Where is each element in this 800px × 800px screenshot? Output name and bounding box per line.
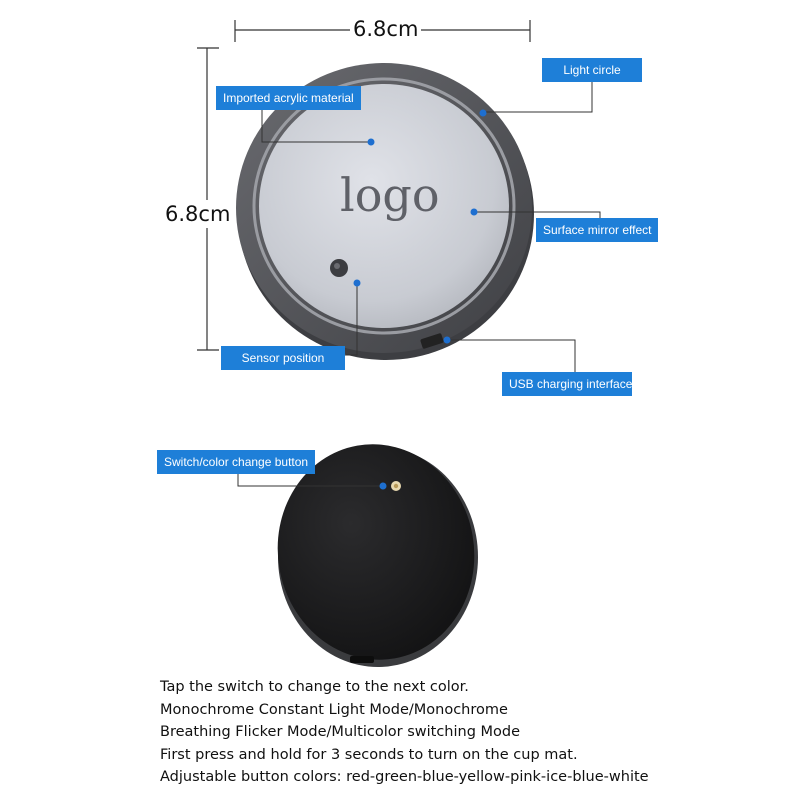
height-label: 6.8cm [165, 202, 231, 226]
callout-surface-mirror: Surface mirror effect [536, 218, 658, 242]
callout-switch-button: Switch/color change button [157, 450, 315, 474]
description-line: Tap the switch to change to the next color. [160, 679, 469, 695]
description-line: Monochrome Constant Light Mode/Monochrome [160, 701, 508, 718]
callout-usb-charging: USB charging interface [502, 372, 632, 396]
callout-light-circle: Light circle [542, 58, 642, 82]
callout-sensor-position: Sensor position [221, 346, 345, 370]
description-line: First press and hold for 3 seconds to turn on the cup mat. [160, 746, 578, 763]
description-line: Adjustable button colors: red-green-blue-yellow-pink-ice-blue-white [160, 769, 649, 785]
usb-port-back [350, 656, 374, 663]
callout-imported-acrylic: Imported acrylic material [216, 86, 361, 110]
description-line: Breathing Flicker Mode/Multicolor switching Mode [160, 724, 521, 740]
description-block [160, 676, 649, 789]
logo-text: logo [340, 168, 440, 222]
width-label: 6.8cm [350, 17, 421, 41]
